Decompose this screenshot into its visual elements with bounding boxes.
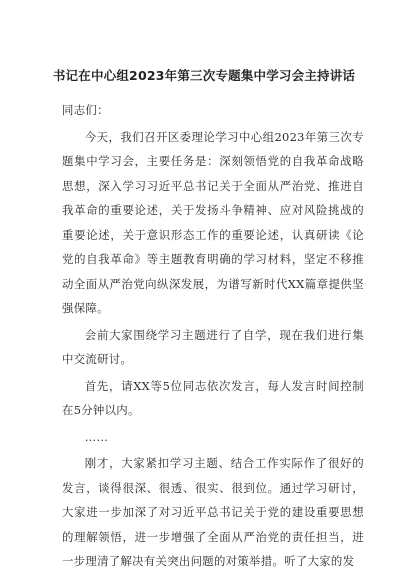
paragraph-speakers: 首先，请XX等5位同志依次发言，每人发言时间控制在5分钟以内。 xyxy=(62,378,364,417)
paragraph-ellipsis: …… xyxy=(84,429,109,444)
paragraph-intro: 今天，我们召开区委理论学习中心组2023年第三次专题集中学习会，主要任务是：深刻领悟党的自我革命战略思想，深入学习习近平总书记关于全面从严治党、推进自我革命的重要论述，关于发扬斗争精神、应对风险挑战的重要论述，关于意识形态工作的重要论述，认真研读《论党的自我革命》等主题教育明确的学习材料，坚定不移推动全面从严治党向纵深发展，为谱写新时代XX篇章提供坚强保障。 xyxy=(62,129,364,315)
document-body xyxy=(62,98,364,576)
salutation: 同志们： xyxy=(62,103,109,117)
paragraph-self-study: 会前大家围绕学习主题进行了自学，现在我们进行集中交流研讨。 xyxy=(62,327,364,366)
paragraph-summary: 刚才，大家紧扣学习主题、结合工作实际作了很好的发言，谈得很深、很透、很实、很到位。通过学习研讨，大家进一步加深了对习近平总书记关于党的建设重要思想的理解领悟，进一步增强了全面从严治党的责任担当，进一步理清了解决有关突出问题的对策举措。听了大家的发 xyxy=(62,456,364,568)
document-title: 书记在中心组2023年第三次专题集中学习会主持讲话 xyxy=(52,68,356,83)
